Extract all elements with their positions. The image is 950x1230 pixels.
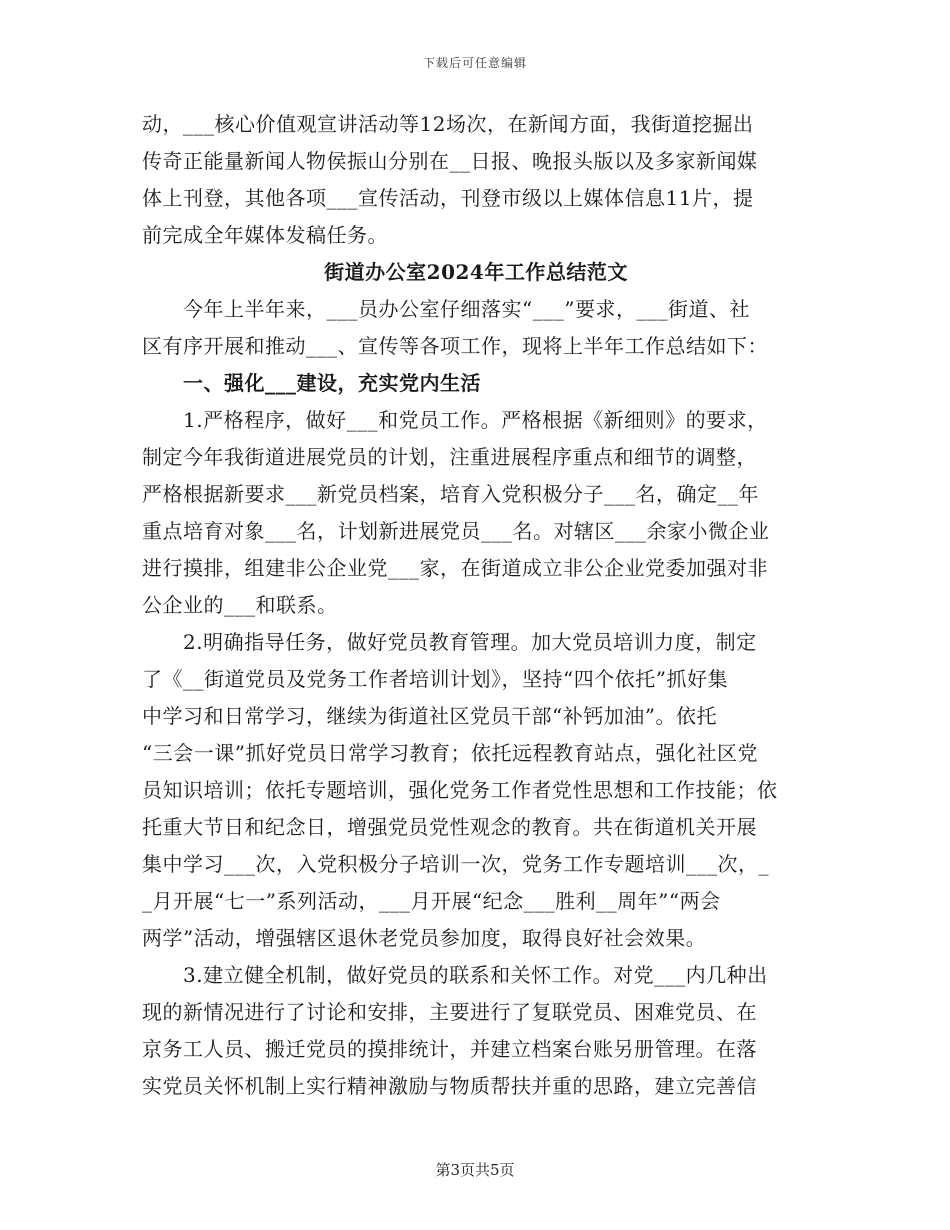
body-line: 体上刊登，其他各项___宣传活动，刊登市级以上媒体信息11片，提 xyxy=(142,186,754,210)
page-header: 下载后可任意编辑 xyxy=(422,56,527,70)
body-line: 两学”活动，增强辖区退休老党员参加度，取得良好社会效果。 xyxy=(142,926,707,950)
body-line: _月开展“七一”系列活动，___月开展“纪念___胜利__周年”“两会 xyxy=(142,889,721,913)
body-line: 员知识培训；依托专题培训，强化党务工作者党性思想和工作技能；依 xyxy=(142,778,778,802)
body-line: 动，___核心价值观宣讲活动等12场次，在新闻方面，我街道挖掘出 xyxy=(142,112,754,136)
section-heading: 一、强化___建设，充实党内生活 xyxy=(183,371,481,395)
body-line: 集中学习___次，入党积极分子培训一次，党务工作专题培训___次，_ xyxy=(142,852,769,876)
body-line: 前完成全年媒体发稿任务。 xyxy=(142,223,388,247)
body-line: 进行摸排，组建非公企业党___家，在街道成立非公企业党委加强对非 xyxy=(142,556,768,580)
body-line: 京务工人员、搬迁党员的摸排统计，并建立档案台账另册管理。在落 xyxy=(142,1037,757,1061)
body-line: 重点培育对象___名，计划新进展党员___名。对辖区___余家小微企业 xyxy=(142,519,770,543)
page-footer: 第3页共5页 xyxy=(435,1161,515,1179)
body-line: 传奇正能量新闻人物侯振山分别在__日报、晚报头版以及多家新闻媒 xyxy=(142,149,758,173)
body-line: 今年上半年来，___员办公室仔细落实“___”要求，___街道、社 xyxy=(183,297,750,321)
body-line: 制定今年我街道进展党员的计划，注重进展程序重点和细节的调整， xyxy=(142,445,757,469)
document-title: 街道办公室2024年工作总结范文 xyxy=(324,260,628,284)
body-line: 托重大节日和纪念日，增强党员党性观念的教育。共在街道机关开展 xyxy=(142,815,757,839)
body-line: “三会一课”抓好党员日常学习教育；依托远程教育站点，强化社区党 xyxy=(142,741,758,765)
body-line: 了《__街道党员及党务工作者培训计划》，坚持“四个依托”抓好集 xyxy=(142,667,728,691)
body-line: 现的新情况进行了讨论和安排，主要进行了复联党员、困难党员、在 xyxy=(142,1000,757,1024)
body-line: 公企业的___和联系。 xyxy=(142,593,338,617)
body-line: 中学习和日常学习，继续为街道社区党员干部“补钙加油”。依托 xyxy=(142,704,717,728)
body-line: 2.明确指导任务，做好党员教育管理。加大党员培训力度，制定 xyxy=(183,630,757,654)
document-body xyxy=(142,106,810,1105)
body-line: 实党员关怀机制上实行精神激励与物质帮扶并重的思路，建立完善信 xyxy=(142,1074,757,1098)
body-line: 1.严格程序，做好___和党员工作。严格根据《新细则》的要求， xyxy=(183,408,768,432)
body-line: 区有序开展和推动___、宣传等各项工作，现将上半年工作总结如下： xyxy=(142,334,768,358)
body-line: 严格根据新要求___新党员档案，培育入党积极分子___名，确定__年 xyxy=(142,482,759,506)
body-line: 3.建立健全机制，做好党员的联系和关怀工作。对党___内几种出 xyxy=(183,963,768,987)
